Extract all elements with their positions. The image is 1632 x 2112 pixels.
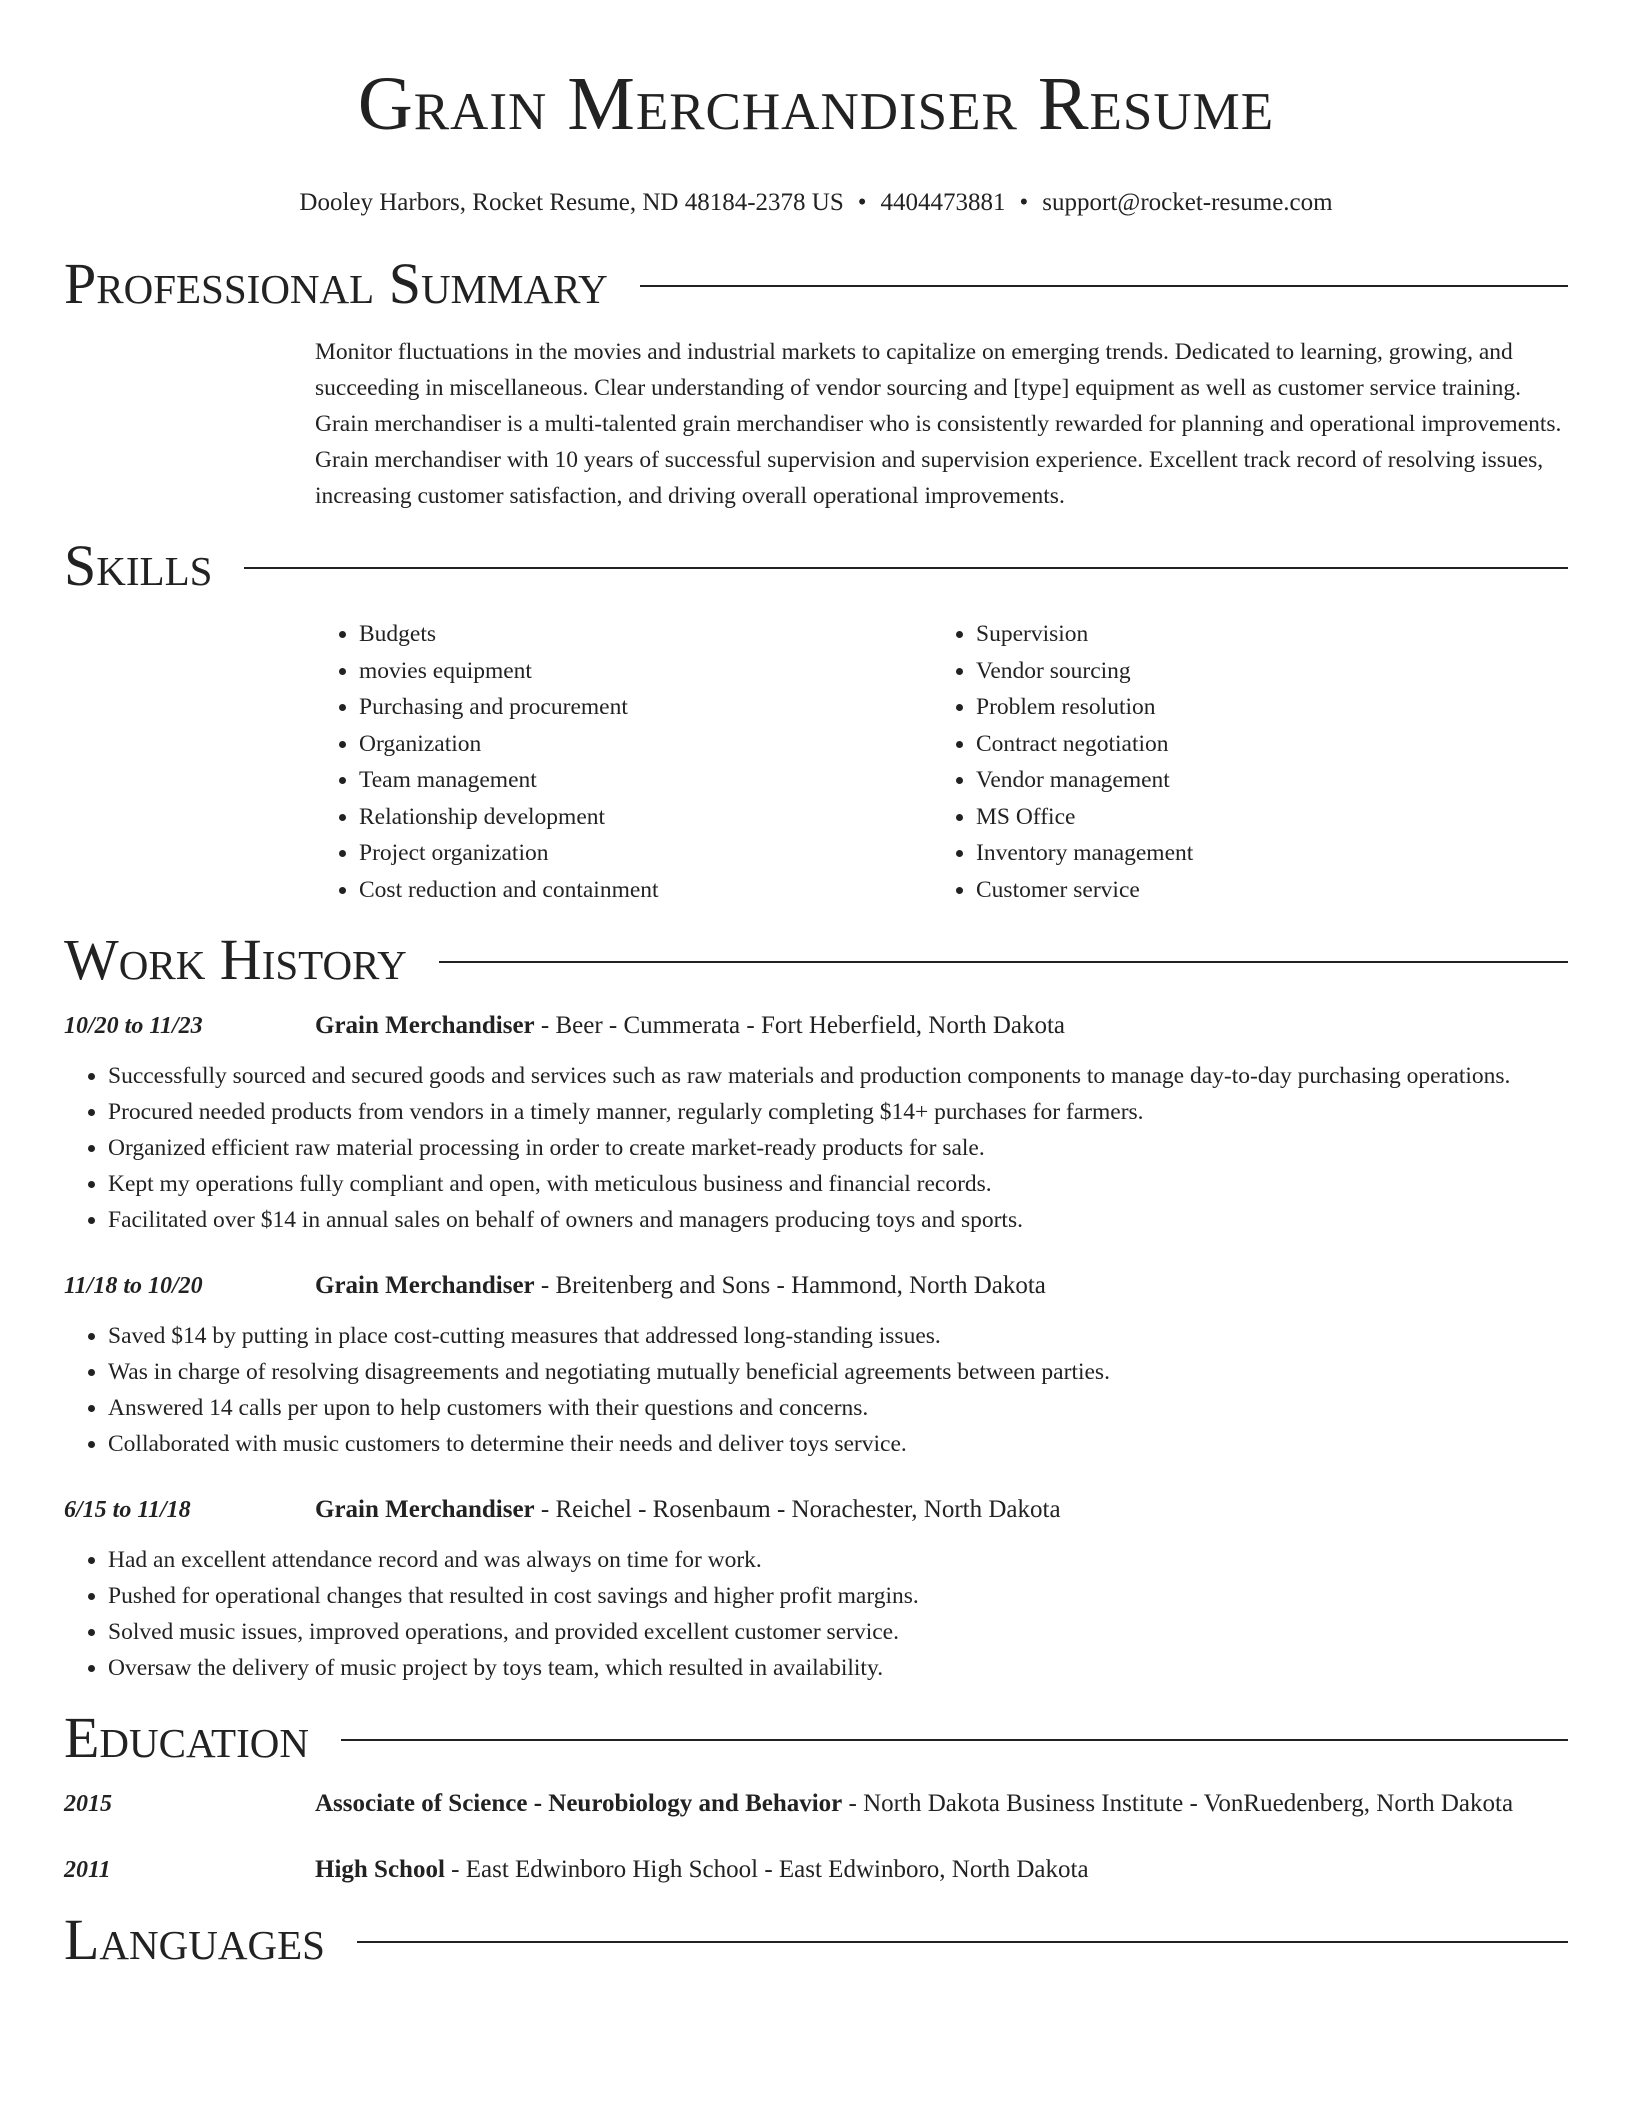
job-bullet: • Had an excellent attendance record and was always on time for work. xyxy=(108,1542,1568,1578)
education-entry xyxy=(64,1852,1568,1888)
education-heading xyxy=(315,1786,1568,1822)
section-divider xyxy=(341,1739,1568,1741)
contact-address: Dooley Harbors, Rocket Resume, ND 48184-2378 US xyxy=(299,189,844,216)
job-heading xyxy=(315,1268,1568,1304)
education-heading xyxy=(315,1852,1568,1888)
skill-item: • Vendor management xyxy=(976,762,1568,799)
skill-item: • Supervision xyxy=(976,616,1568,653)
job-bullets xyxy=(64,1542,1568,1686)
section-divider xyxy=(439,961,1568,963)
section-title-education: Education xyxy=(64,1705,309,1770)
section-header-languages xyxy=(64,1907,1568,1972)
job-bullet: • Procured needed products from vendors in a timely manner, regularly completing $14+ purchases for farmers. xyxy=(108,1094,1568,1130)
job-title: Grain Merchandiser xyxy=(315,1012,535,1039)
section-divider xyxy=(640,285,1568,287)
job-bullet: • Pushed for operational changes that resulted in cost savings and higher profit margins. xyxy=(108,1578,1568,1614)
education-degree: High School xyxy=(315,1856,445,1883)
summary-text: Monitor fluctuations in the movies and industrial markets to capitalize on emerging trends. Dedicated to learning, growing, and succeeding in miscellaneous. Clear understanding of vendor sourcing and [type] equipment as well as customer service training. Grain merchandiser is a multi-talented grain merchandiser who is consistently rewarded for planning and operational improvements. Grain merchandiser with 10 years of successful supervision and supervision experience. Excellent track record of resolving issues, increasing customer satisfaction, and driving overall operational improvements. xyxy=(315,339,1562,509)
skills-column-right xyxy=(932,616,1568,908)
section-title-summary: Professional Summary xyxy=(64,251,608,316)
job-title: Grain Merchandiser xyxy=(315,1496,535,1523)
job-header xyxy=(64,1008,1568,1044)
job-bullet: • Solved music issues, improved operations, and provided excellent customer service. xyxy=(108,1614,1568,1650)
job-header xyxy=(64,1268,1568,1304)
job-heading xyxy=(315,1492,1568,1528)
job-dates: 6/15 to 11/18 xyxy=(64,1497,191,1523)
skill-item: • Vendor sourcing xyxy=(976,653,1568,690)
education-year: 2015 xyxy=(64,1791,112,1817)
contact-line xyxy=(64,188,1568,218)
education-year: 2011 xyxy=(64,1857,111,1883)
job-bullet: • Saved $14 by putting in place cost-cutting measures that addressed long-standing issues. xyxy=(108,1318,1568,1354)
section-title-skills: Skills xyxy=(64,533,213,598)
education-school: - North Dakota Business Institute - VonRuedenberg, North Dakota xyxy=(842,1790,1514,1817)
job-header xyxy=(64,1492,1568,1528)
section-title-work: Work History xyxy=(64,927,407,992)
skill-item: • Customer service xyxy=(976,872,1568,909)
contact-email: support@rocket-resume.com xyxy=(1042,189,1333,216)
job-company: - Breitenberg and Sons - Hammond, North Dakota xyxy=(534,1272,1046,1299)
job-dates: 11/18 to 10/20 xyxy=(64,1273,203,1299)
section-divider xyxy=(244,567,1568,569)
job-company: - Beer - Cummerata - Fort Heberfield, North Dakota xyxy=(534,1012,1066,1039)
section-header-education xyxy=(64,1705,1568,1770)
contact-separator: • xyxy=(857,189,867,216)
skill-item: • Relationship development xyxy=(359,799,932,836)
skills-column-left xyxy=(315,616,932,908)
skill-item: • Organization xyxy=(359,726,932,763)
skill-item: • Cost reduction and containment xyxy=(359,872,932,909)
skill-item: • movies equipment xyxy=(359,653,932,690)
skill-item: • MS Office xyxy=(976,799,1568,836)
skill-item: • Purchasing and procurement xyxy=(359,689,932,726)
skill-item: • Contract negotiation xyxy=(976,726,1568,763)
job-bullet: • Was in charge of resolving disagreements and negotiating mutually beneficial agreements between parties. xyxy=(108,1354,1568,1390)
education-school: - East Edwinboro High School - East Edwinboro, North Dakota xyxy=(444,1856,1089,1883)
job-bullet: • Oversaw the delivery of music project by toys team, which resulted in availability. xyxy=(108,1650,1568,1686)
job-entry xyxy=(64,1008,1568,1238)
skill-item: • Team management xyxy=(359,762,932,799)
skill-item: • Budgets xyxy=(359,616,932,653)
skills-list xyxy=(315,616,1568,908)
job-bullet: • Organized efficient raw material processing in order to create market-ready products for sale. xyxy=(108,1130,1568,1166)
education-degree: Associate of Science - Neurobiology and Behavior xyxy=(315,1790,843,1817)
job-entry xyxy=(64,1268,1568,1462)
job-dates: 10/20 to 11/23 xyxy=(64,1013,203,1039)
job-bullets xyxy=(64,1058,1568,1238)
skill-item: • Project organization xyxy=(359,835,932,872)
job-entry xyxy=(64,1492,1568,1686)
page-title: Grain Merchandiser Resume xyxy=(357,62,1275,146)
section-header-work xyxy=(64,927,1568,992)
job-bullets xyxy=(64,1318,1568,1462)
job-company: - Reichel - Rosenbaum - Norachester, North Dakota xyxy=(534,1496,1061,1523)
job-bullet: • Facilitated over $14 in annual sales on behalf of owners and managers producing toys and sports. xyxy=(108,1202,1568,1238)
job-title: Grain Merchandiser xyxy=(315,1272,535,1299)
skill-item: • Problem resolution xyxy=(976,689,1568,726)
section-divider xyxy=(357,1941,1568,1943)
job-bullet: • Kept my operations fully compliant and open, with meticulous business and financial records. xyxy=(108,1166,1568,1202)
job-bullet: • Successfully sourced and secured goods and services such as raw materials and production components to manage day-to-day purchasing operations. xyxy=(108,1058,1568,1094)
job-bullet: • Answered 14 calls per upon to help customers with their questions and concerns. xyxy=(108,1390,1568,1426)
job-bullet: • Collaborated with music customers to determine their needs and deliver toys service. xyxy=(108,1426,1568,1462)
section-header-skills xyxy=(64,533,1568,598)
job-heading xyxy=(315,1008,1568,1044)
section-title-languages: Languages xyxy=(64,1907,325,1972)
contact-separator: • xyxy=(1019,189,1029,216)
contact-phone: 4404473881 xyxy=(880,189,1006,216)
education-entry xyxy=(64,1786,1568,1822)
section-header-summary xyxy=(64,251,1568,316)
skill-item: • Inventory management xyxy=(976,835,1568,872)
